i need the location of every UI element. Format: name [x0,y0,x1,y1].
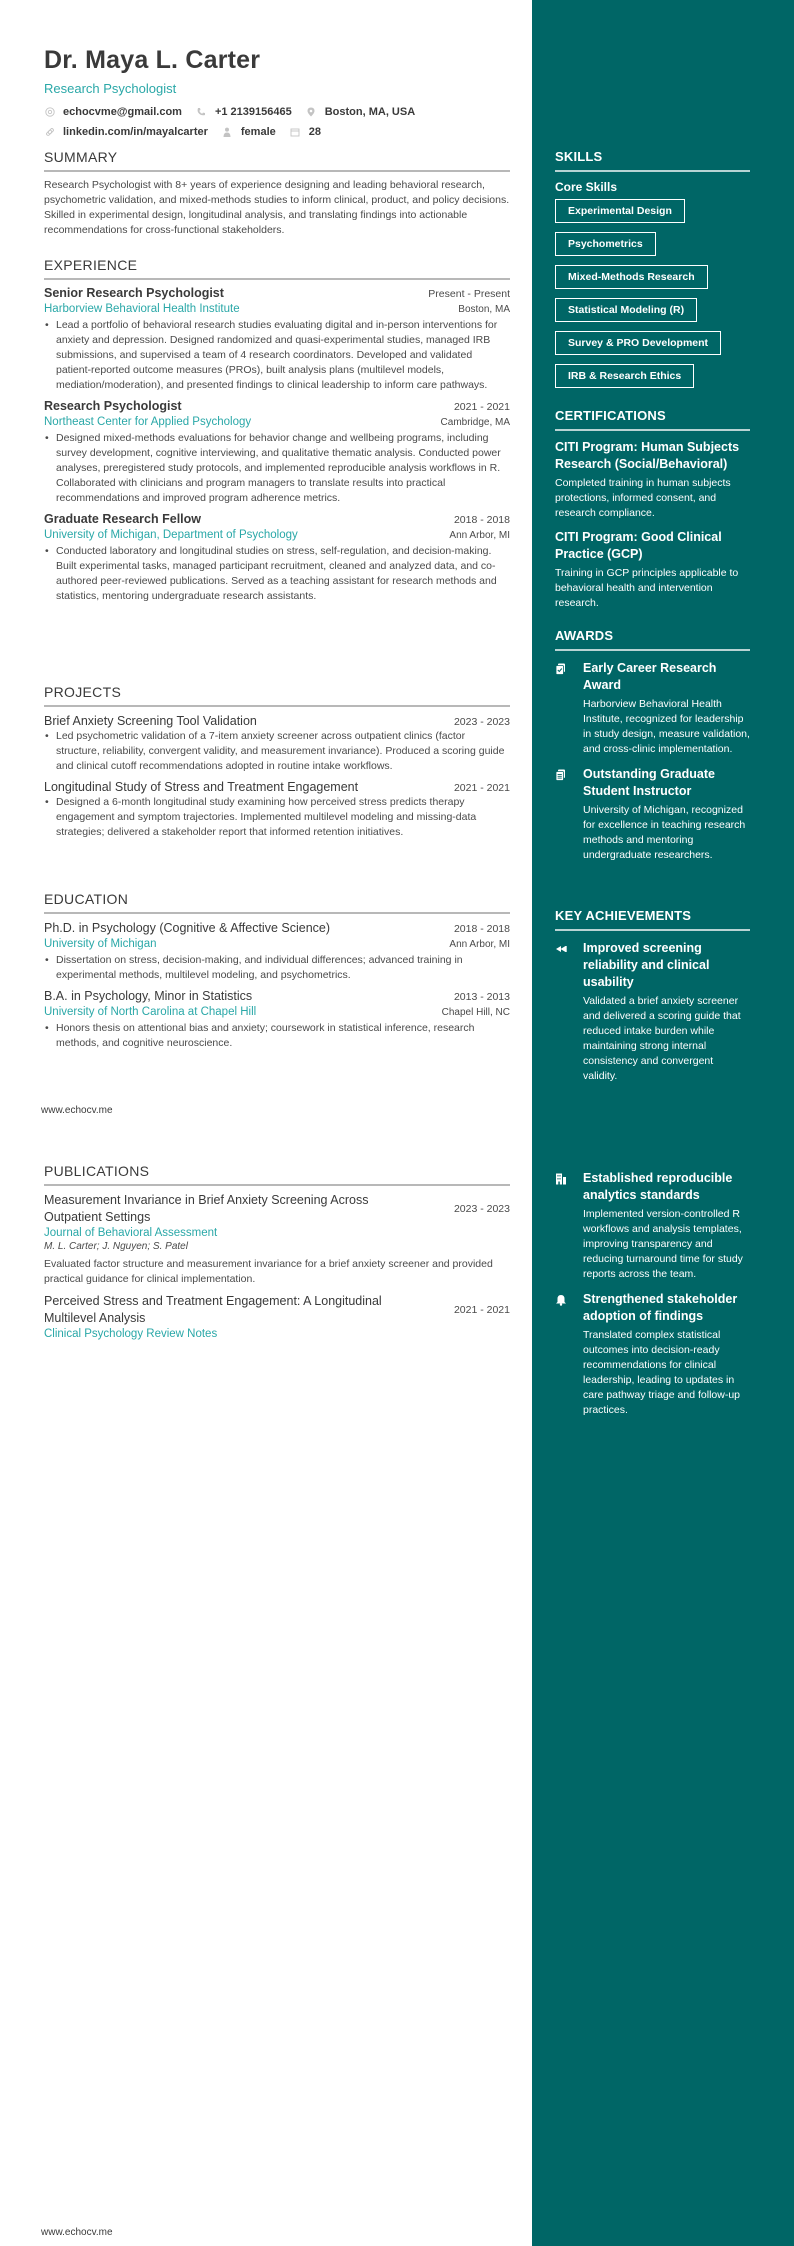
at-icon [44,107,55,118]
education-bullet: • Honors thesis on attentional bias and anxiety; coursework in statistical inference, research methods, and cognitive neuroscience. [44,1021,510,1051]
skills-section [555,149,750,388]
achievements-continued [555,1170,750,1418]
section-heading: AWARDS [555,628,750,651]
footer-link[interactable]: www.echocv.me [41,2227,113,2238]
achievement-description: Translated complex statistical outcomes into decision-ready recommendations for clinical leadership, leading to updates in care pathway triage and follow-up practices. [583,1329,741,1416]
contact-age: 28 [290,126,321,138]
section-heading: SKILLS [555,149,750,172]
rewind-icon [555,940,583,1084]
education-item [44,989,510,1051]
education-item [44,921,510,983]
skill-chip: Statistical Modeling (R) [555,298,697,322]
person-icon [222,127,233,138]
skill-chip: Psychometrics [555,232,656,256]
publication-description: Evaluated factor structure and measurement invariance for a brief anxiety screener and provided practical guidance for clinical implementation. [44,1258,493,1285]
contact-linkedin[interactable]: linkedin.com/in/mayalcarter [44,126,208,138]
job-bullet: • Designed mixed-methods evaluations for behavior change and wellbeing programs, including survey development, cognitive interviewing, and qualitative thematic analysis. Conducted power analyses, preregistered study protocols, and implemented reproducible analysis workflows in R. Collaborated with clinicians and program managers to translate results into practical recommendations and improved program adherence metrics. [44,431,510,506]
publications-section [44,1163,510,1341]
award-item [555,766,750,863]
publication-dates: 2021 - 2021 [453,1304,510,1316]
project-name: Brief Anxiety Screening Tool Validation [44,714,257,728]
awards-section [555,628,750,863]
contact-location: Boston, MA, USA [306,106,415,118]
journal: Clinical Psychology Review Notes [44,1328,218,1340]
employer: University of Michigan, Department of Psychology [44,529,298,541]
building-icon [555,1170,583,1282]
education-section [44,891,510,1051]
publication-item [44,1192,510,1287]
job-dates: 2021 - 2021 [453,401,510,413]
degree: B.A. in Psychology, Minor in Statistics [44,989,253,1003]
school-location: Chapel Hill, NC [441,1007,510,1018]
achievement-title: Improved screening reliability and clinical usability [583,941,710,989]
achievement-description: Implemented version-controlled R workflows and analysis templates, improving transparency and reducing turnaround time for study reports across the team. [583,1208,743,1280]
phone-icon [196,107,207,118]
achievement-item [555,1170,750,1282]
job-location: Cambridge, MA [440,417,510,428]
contact-row-1 [44,105,510,119]
education-dates: 2018 - 2018 [453,923,510,935]
candidate-title: Research Psychologist [44,81,177,96]
section-heading: SUMMARY [44,149,510,172]
skill-chip: Mixed-Methods Research [555,265,708,289]
clipboard-check-icon [555,660,583,757]
project-bullet: • Led psychometric validation of a 7-item anxiety screener across outpatient clinics (factor structure, reliability, convergent validity, and measurement invariance). Produced a scoring guide and clinical cutoff recommendations adopted in routine intake workflows. [44,729,510,774]
job-bullet: • Lead a portfolio of behavioral research studies evaluating digital and in-person interventions for anxiety and depression. Designed randomized and quasi-experimental studies, managed IRB submissions, and supervised a team of 4 research coordinators. Developed and validated patient-reported outcome measures (PROs), built analysis plans (multilevel models, mediation/moderation), and presented findings to clinical leadership to inform care pathways. [44,318,510,393]
certifications-section [555,408,750,611]
experience-item [44,286,510,393]
project-item [44,780,510,840]
experience-item [44,399,510,506]
achievement-description: Validated a brief anxiety screener and delivered a scoring guide that reduced intake burden while maintaining strong internal consistency and convergent validity. [583,995,741,1082]
resume-header [44,46,510,139]
authors: M. L. Carter; J. Nguyen; S. Patel [44,1241,188,1252]
job-location: Ann Arbor, MI [449,530,510,541]
job-title: Senior Research Psychologist [44,286,224,300]
award-item [555,660,750,757]
skill-chip: Survey & PRO Development [555,331,721,355]
award-title: Early Career Research Award [583,661,717,692]
certification-title: CITI Program: Good Clinical Practice (GCP) [555,530,722,561]
school: University of North Carolina at Chapel Hill [44,1006,257,1018]
projects-section [44,684,510,840]
publication-title: Measurement Invariance in Brief Anxiety Screening Across Outpatient Settings [44,1193,369,1224]
job-location: Boston, MA [458,304,510,315]
skill-chip: IRB & Research Ethics [555,364,694,388]
school: University of Michigan [44,938,157,950]
education-dates: 2013 - 2013 [453,991,510,1003]
experience-section [44,257,510,604]
contact-phone[interactable]: +1 2139156465 [196,106,292,118]
project-bullet: • Designed a 6-month longitudinal study examining how perceived stress predicts therapy engagement and symptom trajectories. Implemented multilevel modeling and missing-data strategies; delivered a stakeholder report that informed retention initiatives. [44,795,510,840]
education-bullet: • Dissertation on stress, decision-making, and individual differences; advanced training in experimental methods, multilevel modeling, and psychometrics. [44,953,510,983]
job-title: Graduate Research Fellow [44,512,202,526]
location-pin-icon [306,107,317,118]
bell-icon [555,1291,583,1418]
project-dates: 2021 - 2021 [453,782,510,794]
clipboard-list-icon [555,766,583,863]
publication-item [44,1293,510,1340]
job-title: Research Psychologist [44,399,182,413]
project-name: Longitudinal Study of Stress and Treatment Engagement [44,780,359,794]
achievement-title: Established reproducible analytics standards [583,1171,733,1202]
school-location: Ann Arbor, MI [449,939,510,950]
employer: Northeast Center for Applied Psychology [44,416,252,428]
journal: Journal of Behavioral Assessment [44,1227,218,1239]
achievements-section [555,908,750,1084]
job-dates: Present - Present [428,288,510,300]
summary-text: Research Psychologist with 8+ years of experience designing and leading behavioral research, psychometric validation, and mixed-methods studies to inform clinical, product, and policy decisions. Skilled in experimental design, longitudinal analysis, and translating findings into actionable recommendations for cross-functional stakeholders. [44,179,510,236]
summary-section [44,149,510,238]
certification-description: Training in GCP principles applicable to behavioral health and intervention research. [555,567,739,609]
contact-row-2 [44,125,510,139]
link-icon [44,127,55,138]
project-item [44,714,510,774]
achievement-item [555,1291,750,1418]
section-heading: CERTIFICATIONS [555,408,750,431]
publication-dates: 2023 - 2023 [453,1203,510,1215]
employer: Harborview Behavioral Health Institute [44,303,240,315]
skill-chips [555,194,750,388]
footer-link[interactable]: www.echocv.me [41,1105,113,1116]
project-dates: 2023 - 2023 [453,716,510,728]
award-description: University of Michigan, recognized for excellence in teaching research methods and mentoring undergraduate researchers. [583,804,746,861]
section-heading: PROJECTS [44,684,510,707]
skill-chip: Experimental Design [555,199,685,223]
section-heading: EXPERIENCE [44,257,510,280]
job-bullet: • Conducted laboratory and longitudinal studies on stress, self-regulation, and decision-making. Built experimental tasks, managed participant recruitment, cleaned and analyzed data, and co-authored peer-reviewed publications. Served as a teaching assistant for research methods and statistics, mentoring undergraduate research assistants. [44,544,510,604]
publication-title: Perceived Stress and Treatment Engagement: A Longitudinal Multilevel Analysis [44,1294,382,1325]
experience-item [44,512,510,604]
section-heading: EDUCATION [44,891,510,914]
section-heading: PUBLICATIONS [44,1163,510,1186]
achievement-title: Strengthened stakeholder adoption of findings [583,1292,738,1323]
job-dates: 2018 - 2018 [453,514,510,526]
calendar-icon [290,127,301,138]
award-title: Outstanding Graduate Student Instructor [583,767,715,798]
contact-gender: female [222,126,276,138]
award-description: Harborview Behavioral Health Institute, recognized for leadership in study design, measure validation, and cross-clinic implementation. [583,698,750,755]
certification-title: CITI Program: Human Subjects Research (Social/Behavioral) [555,440,740,471]
candidate-name: Dr. Maya L. Carter [44,46,261,74]
certification-description: Completed training in human subjects protections, informed consent, and research compliance. [555,477,731,519]
skills-subheading: Core Skills [555,180,618,194]
contact-email[interactable]: echocvme@gmail.com [44,106,182,118]
achievement-item [555,940,750,1084]
degree: Ph.D. in Psychology (Cognitive & Affective Science) [44,921,331,935]
section-heading: KEY ACHIEVEMENTS [555,908,750,931]
